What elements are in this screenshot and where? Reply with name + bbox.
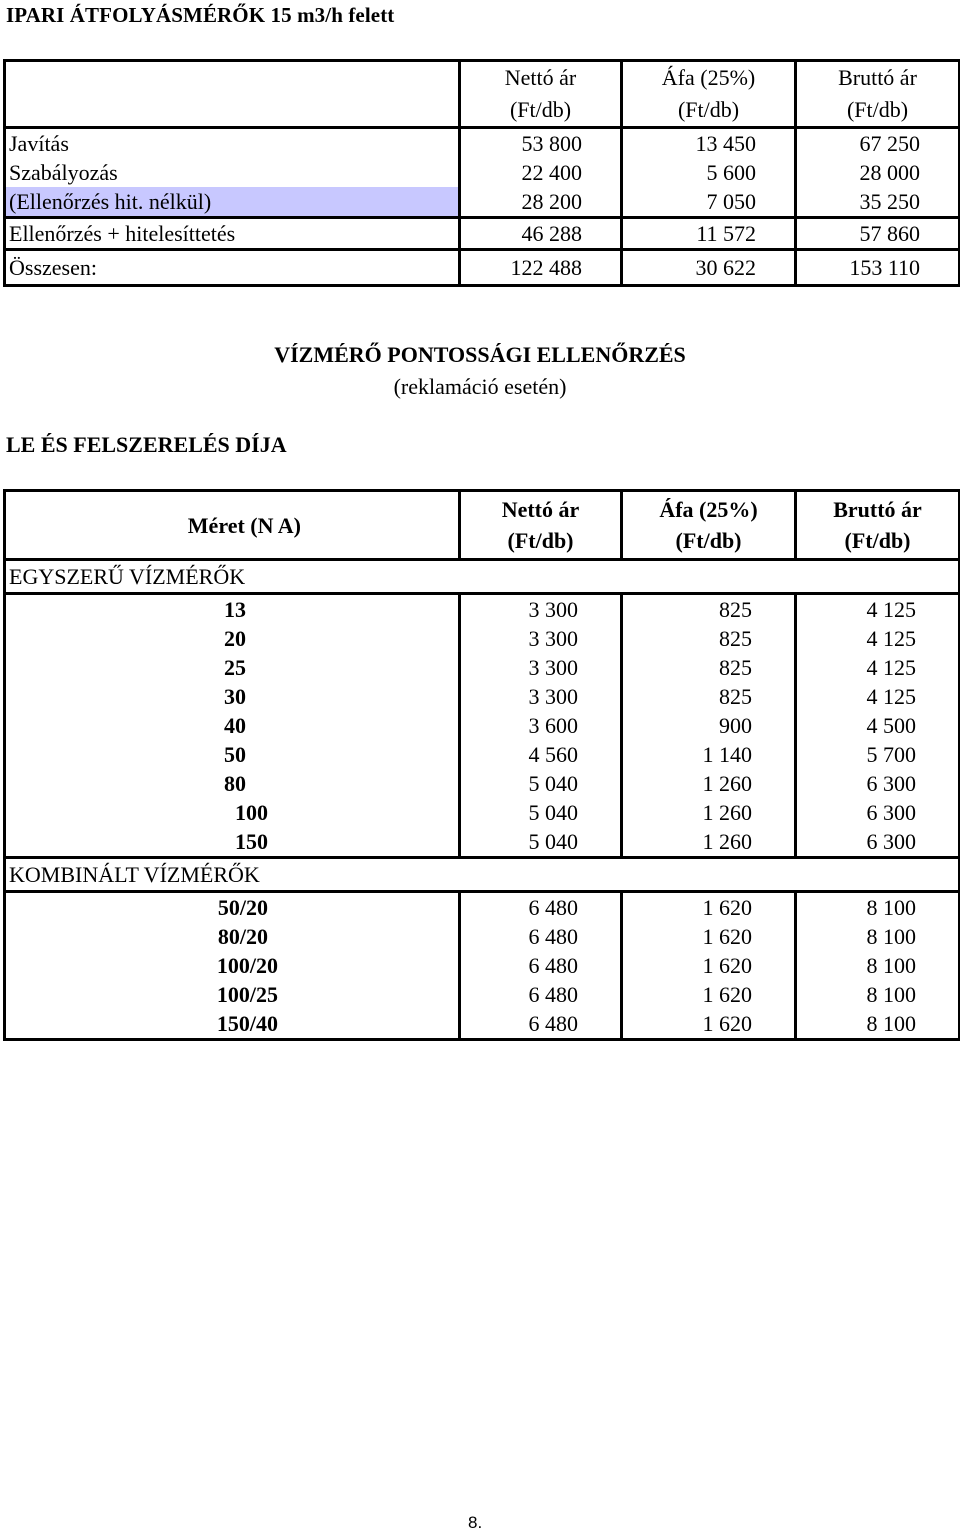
- netto-cell: 3 300: [460, 594, 622, 625]
- size-cell: 150: [5, 827, 460, 858]
- netto-cell: 46 288: [460, 218, 622, 250]
- table-row: [5, 653, 960, 682]
- size-cell: 50/20: [5, 892, 460, 923]
- brutto-cell: 57 860: [859, 221, 920, 246]
- table-row: [5, 827, 960, 858]
- afa-cell: 825: [622, 624, 796, 653]
- table-row: [5, 594, 960, 625]
- group-name: EGYSZERŰ VÍZMÉRŐK: [9, 564, 246, 589]
- table-row: [5, 624, 960, 653]
- afa-cell: 825: [622, 682, 796, 711]
- brutto-cell: 153 110: [849, 255, 920, 280]
- brutto-cell: 6 300: [866, 771, 916, 796]
- netto-cell: 3 300: [460, 653, 622, 682]
- header-empty-cell: [5, 61, 460, 128]
- brutto-cell: 35 250: [859, 189, 920, 214]
- size-cell: 50: [5, 740, 460, 769]
- table-row: [5, 798, 960, 827]
- netto-cell: 122 488: [460, 250, 622, 286]
- table-row: [5, 740, 960, 769]
- size-cell: 25: [5, 653, 460, 682]
- brutto-cell: 8 100: [866, 924, 916, 949]
- afa-cell: 1 260: [622, 769, 796, 798]
- group-name: KOMBINÁLT VÍZMÉRŐK: [9, 862, 260, 887]
- table-row: [5, 980, 960, 1009]
- afa-cell: 11 572: [622, 218, 796, 250]
- netto-cell: 5 040: [460, 769, 622, 798]
- table-row: [5, 711, 960, 740]
- netto-cell: 53 800: [460, 128, 622, 159]
- industrial-flowmeter-price-table: [3, 59, 960, 287]
- size-cell: 80/20: [5, 922, 460, 951]
- netto-cell: 6 480: [460, 1009, 622, 1040]
- table-row: [5, 682, 960, 711]
- netto-cell: 3 300: [460, 682, 622, 711]
- afa-cell: 1 620: [622, 1009, 796, 1040]
- afa-cell: 825: [622, 653, 796, 682]
- header-size: Méret (N A): [5, 491, 460, 560]
- size-cell: 100/25: [5, 980, 460, 1009]
- brutto-cell: 6 300: [866, 829, 916, 854]
- netto-cell: 6 480: [460, 922, 622, 951]
- row-label: Szabályozás: [5, 158, 460, 187]
- netto-cell: 5 040: [460, 798, 622, 827]
- afa-cell: 1 140: [622, 740, 796, 769]
- netto-cell: 6 480: [460, 892, 622, 923]
- table-row: [5, 128, 960, 159]
- size-cell: 30: [5, 682, 460, 711]
- row-label-highlighted: (Ellenőrzés hit. nélkül): [5, 187, 460, 218]
- row-label: Ellenőrzés + hitelesíttetés: [5, 218, 460, 250]
- afa-cell: 1 620: [622, 922, 796, 951]
- section-subtitle: (reklamáció esetén): [393, 374, 567, 399]
- group-header-row: [5, 560, 960, 594]
- afa-cell: 30 622: [622, 250, 796, 286]
- header-afa: Áfa (25%) (Ft/db): [622, 61, 796, 128]
- size-cell: 40: [5, 711, 460, 740]
- table-row: [5, 218, 960, 250]
- total-label: Összesen:: [5, 250, 460, 286]
- section-title: VÍZMÉRŐ PONTOSSÁGI ELLENŐRZÉS: [274, 342, 686, 367]
- brutto-cell: 6 300: [866, 800, 916, 825]
- netto-cell: 6 480: [460, 951, 622, 980]
- table-row: [5, 1009, 960, 1040]
- table-row: [5, 951, 960, 980]
- size-cell: 13: [5, 594, 460, 625]
- header-afa: Áfa (25%) (Ft/db): [622, 491, 796, 560]
- afa-cell: 825: [622, 594, 796, 625]
- table-row: [5, 769, 960, 798]
- brutto-cell: 67 250: [859, 131, 920, 156]
- netto-cell: 3 300: [460, 624, 622, 653]
- size-cell: 20: [5, 624, 460, 653]
- row-label: Javítás: [5, 128, 460, 159]
- table-row: [5, 922, 960, 951]
- brutto-cell: 28 000: [859, 160, 920, 185]
- afa-cell: 1 260: [622, 827, 796, 858]
- page-number: 8.: [468, 1513, 483, 1532]
- table-row: [5, 892, 960, 923]
- afa-cell: 5 600: [622, 158, 796, 187]
- brutto-cell: 5 700: [866, 742, 916, 767]
- document-title: IPARI ÁTFOLYÁSMÉRŐK 15 m3/h felett: [6, 3, 395, 27]
- afa-cell: 1 620: [622, 980, 796, 1009]
- netto-cell: 3 600: [460, 711, 622, 740]
- header-brutto: Bruttó ár (Ft/db): [833, 497, 922, 553]
- afa-cell: 900: [622, 711, 796, 740]
- afa-cell: 13 450: [622, 128, 796, 159]
- brutto-cell: 4 125: [866, 597, 916, 622]
- netto-cell: 22 400: [460, 158, 622, 187]
- size-cell: 100/20: [5, 951, 460, 980]
- afa-cell: 1 620: [622, 951, 796, 980]
- size-cell: 80: [5, 769, 460, 798]
- table-row: [5, 158, 960, 187]
- header-netto: Nettó ár (Ft/db): [460, 491, 622, 560]
- afa-cell: 1 260: [622, 798, 796, 827]
- brutto-cell: 8 100: [866, 953, 916, 978]
- table-header-row: [5, 61, 960, 128]
- brutto-cell: 8 100: [866, 982, 916, 1007]
- netto-cell: 4 560: [460, 740, 622, 769]
- group-header-row: [5, 858, 960, 892]
- afa-cell: 1 620: [622, 892, 796, 923]
- brutto-cell: 4 125: [866, 626, 916, 651]
- table-row: [5, 187, 960, 218]
- total-row: [5, 250, 960, 286]
- brutto-cell: 4 125: [866, 655, 916, 680]
- size-cell: 100: [5, 798, 460, 827]
- size-cell: 150/40: [5, 1009, 460, 1040]
- brutto-cell: 4 500: [866, 713, 916, 738]
- table-header-row: [5, 491, 960, 560]
- brutto-cell: 8 100: [866, 895, 916, 920]
- netto-cell: 6 480: [460, 980, 622, 1009]
- netto-cell: 28 200: [460, 187, 622, 218]
- header-netto: Nettó ár (Ft/db): [460, 61, 622, 128]
- header-brutto: Bruttó ár (Ft/db): [838, 65, 917, 122]
- water-meter-price-table: [3, 489, 960, 1041]
- netto-cell: 5 040: [460, 827, 622, 858]
- afa-cell: 7 050: [622, 187, 796, 218]
- brutto-cell: 8 100: [866, 1011, 916, 1036]
- brutto-cell: 4 125: [866, 684, 916, 709]
- section-left-label: LE ÉS FELSZERELÉS DÍJA: [6, 432, 287, 457]
